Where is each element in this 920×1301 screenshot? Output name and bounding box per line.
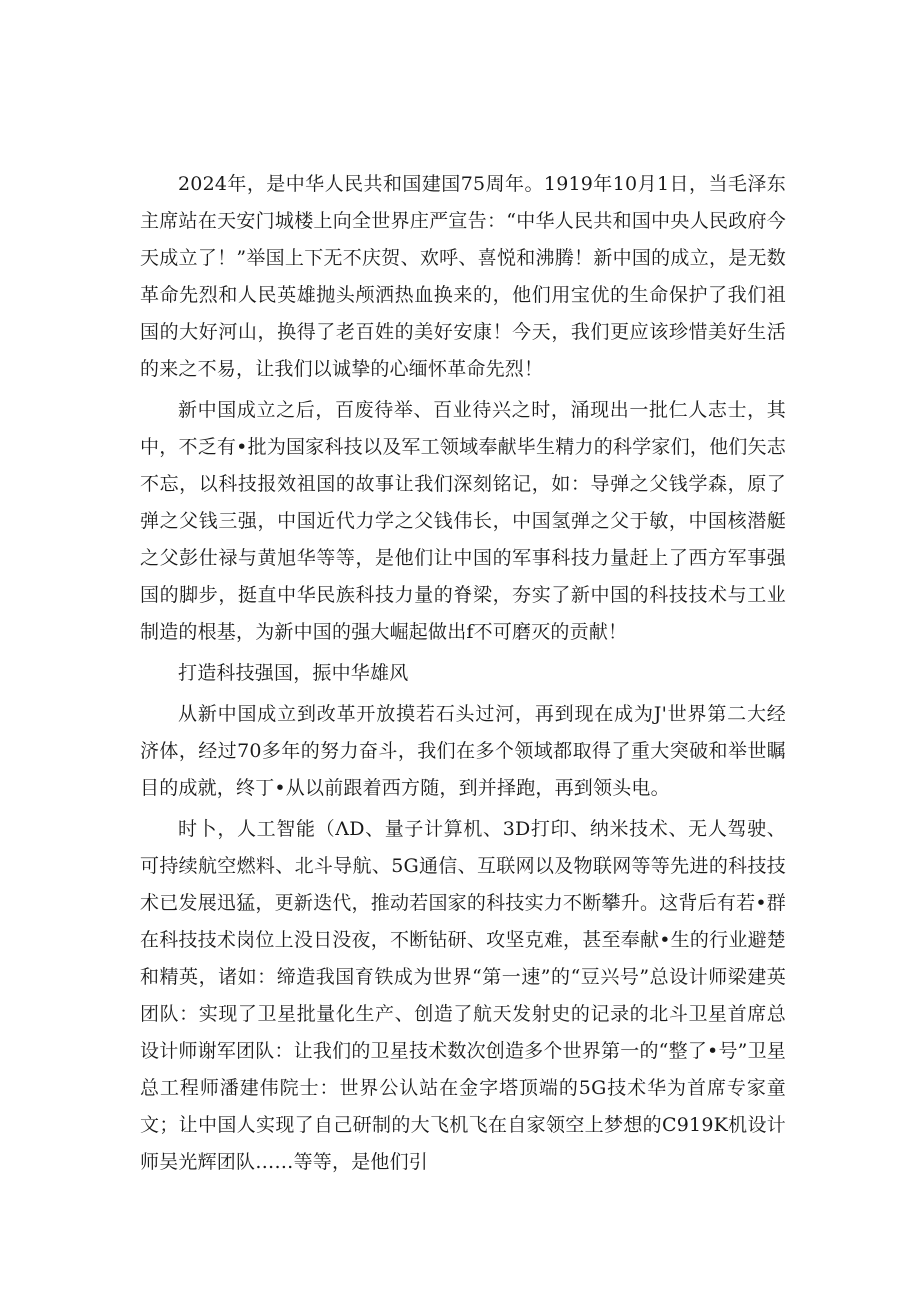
section-heading: 打造科技强国，振中华雄风 — [178, 662, 409, 684]
paragraph-scientists: 新中国成立之后，百废待举、百业待兴之时，涌现出一批仁人志士，其中，不乏有•批为国家科技以及军工领域奉献毕生精力的科学家们，他们矢志不忘，以科技报效祖国的故事让我们深刻铭记，如：导弹之父钱学森，原了弹之父钱三强，中国近代力学之父钱伟长，中国氢弹之父于敏，中国核潜艇之父彭仕禄与黄旭华等等，是他们让中国的军事科技力量赶上了西方军事强国的脚步，挺直中华民族科技力量的脊梁，夯实了新中国的科技技术与工业制造的根基，为新中国的强大崛起做出f不可磨灭的贡献！ — [140, 399, 786, 643]
document-body — [140, 166, 786, 1185]
paragraph-technology: 时卜，人工智能（ΛD、量子计算机、3D打印、纳米技术、无人驾驶、可持续航空燃料、北斗导航、5G通信、互联网以及物联网等等先进的科技技术已发展迅猛，更新迭代，推动若国家的科技实力不断攀升。这背后有若•群在科技技术岗位上没日没夜，不断钻研、攻坚克难，甚至奉献•生的行业避楚和精英，诸如：缔造我国育铁成为世界“第一速”的“豆兴号”总设计师梁建英团队：实现了卫星批量化生产、创造了航天发射史的记录的北斗卫星首席总设计师谢军团队：让我们的卫星技术数次创造多个世界第一的“整了•号”卫星总工程师潘建伟院士：世界公认站在金字塔顶端的5G技术华为首席专家童文；让中国人实现了自己研制的大飞机飞在自家领空上梦想的C919K机设计师吴光辉团队……等等，是他们引 — [140, 818, 786, 1173]
paragraph-anniversary: 2024年，是中华人民共和国建国75周年。1919年10月1日，当毛泽东主席站在天安门城楼上向全世界庄严宣告：“中华人民共和国中央人民政府今天成立了！”举国上下无不庆贺、欢呼、喜悦和沸腾！新中国的成立，是无数革命先烈和人民英雄抛头颅洒热血换来的，他们用宝优的生命保护了我们祖国的大好河山，换得了老百姓的美好安康！今天，我们更应该珍惜美好生活的来之不易，让我们以诚挚的心缅怀革命先烈！ — [140, 173, 786, 380]
paragraph-progress: 从新中国成立到改革开放摸若石头过河，再到现在成为J'世界第二大经济体，经过70多年的努力奋斗，我们在多个领域都取得了重大突破和举世瞩目的成就，终丁•从以前跟着西方随，到并择跑，再到领头电。 — [140, 703, 786, 799]
